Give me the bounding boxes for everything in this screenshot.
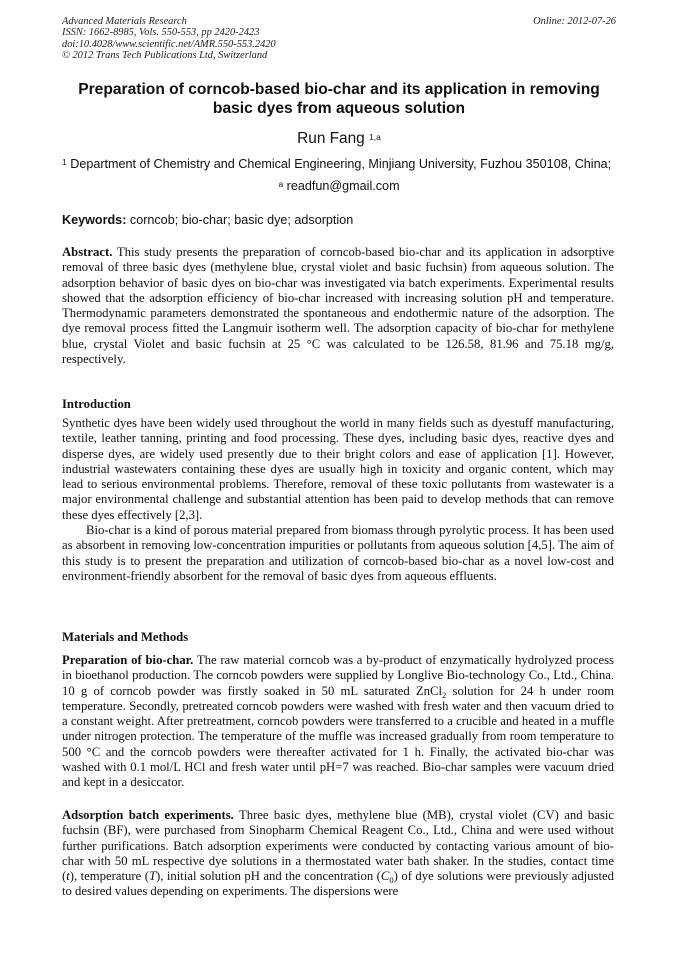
preparation-paragraph	[62, 653, 614, 791]
preparation-text-b: solution for 24 h under room temperature. Secondly, pretreated corncob powders were washed with fresh water and then vacuum dried to a constant weight. After pretreatment, corncob powders were transferred to a crucible and heated in a muffle under nitrogen protection. The temperature of the muffle was increased gradually from room temperature to 500 °C and the corncob powders were thereafter activated for 1 h. Finally, the activated bio-char was washed with 0.1 mol/L HCl and fresh water until pH=7 was reached. Bio-char samples were vacuum dried and kept in a desiccator.	[62, 683, 614, 790]
abstract-text: This study presents the preparation of corncob-based bio-char and its application in adsorptive removal of three basic dyes (methylene blue, crystal violet and basic fuchsin) from aqueous solution. The adsorption behavior of basic dyes on bio-char was investigated via batch experiments. Experimental results showed that the adsorption efficiency of bio-char increased with increasing solution pH and temperature. Thermodynamic parameters demonstrated the spontaneous and endothermic nature of the adsorption. The dye removal process fitted the Langmuir isotherm well. The adsorption capacity of bio-char for methylene blue, crystal Violet and basic fuchsin at 25 °C was calculated to be 126.58, 81.96 and 75.18 mg/g, respectively.	[62, 245, 614, 367]
author	[62, 130, 616, 148]
intro-paragraph-2: Bio-char is a kind of porous material prepared from biomass through pyrolytic process. It has been used as absorbent in removing low-concentration impurities or pollutants from aqueous solution [4,5]. The aim of this study is to present the preparation and utilization of corncob-based bio-char as a novel low-cost and environment-friendly absorbent for the removal of basic dyes from aqueous effluents.	[62, 523, 614, 583]
methods-heading: Materials and Methods	[62, 630, 189, 644]
title-line-1: Preparation of corncob-based bio-char and its application in removing	[78, 81, 600, 98]
abstract-label: Abstract.	[62, 245, 113, 259]
journal-copyright: © 2012 Trans Tech Publications Ltd, Switzerland	[62, 50, 268, 62]
keywords-text: corncob; bio-char; basic dye; adsorption	[129, 213, 354, 227]
email-text: readfun@gmail.com	[286, 179, 400, 193]
journal-header	[62, 16, 276, 62]
zncl2-subscript: 2	[442, 689, 447, 700]
affiliation-text: Department of Chemistry and Chemical Engineering, Minjiang University, Fuzhou 350108, China;	[70, 157, 612, 171]
journal-doi: doi:10.4028/www.scientific.net/AMR.550-553.2420	[62, 38, 276, 50]
introduction-body	[62, 416, 614, 584]
online-date: Online: 2012-07-26	[533, 16, 616, 27]
author-email	[62, 179, 616, 194]
title-line-2: basic dyes from aqueous solution	[212, 99, 466, 117]
adsorption-text-d: ) of dye solutions were previously adjusted to desired values depending on experiments. The dispersions were	[62, 869, 614, 899]
keywords-label: Keywords:	[62, 213, 127, 227]
intro-paragraph-1: Synthetic dyes have been widely used throughout the world in many fields such as dyestuff manufacturing, textile, leather tanning, printing and food processing. These dyes, including basic dyes, reactive dyes and disperse dyes, are widely used presently due to their bright colors and ease of application [1]. However, industrial wastewaters containing these dyes are usually high in toxicity and organic content, which may lead to serious environmental problems. Therefore, removal of these toxic pollutants from wastewater is a major environmental challenge and substantial attention has been paid to develop methods that can remove these dyes effectively [2,3].	[62, 416, 614, 522]
affiliation-sup: 1	[62, 157, 67, 167]
time-symbol: t	[66, 869, 70, 884]
concentration-symbol: C	[380, 869, 390, 884]
adsorption-text-b: ), temperature (	[69, 869, 149, 884]
introduction-heading: Introduction	[62, 397, 131, 411]
journal-issn: ISSN: 1662-8985, Vols. 550-553, pp 2420-2423	[62, 27, 260, 39]
adsorption-paragraph	[62, 808, 614, 900]
paper-title	[62, 81, 616, 118]
keywords	[62, 213, 616, 228]
adsorption-text-c: ), initial solution pH and the concentration (	[156, 869, 381, 884]
concentration-subscript: 0	[389, 875, 394, 886]
preparation-label: Preparation of bio-char.	[62, 653, 194, 667]
temperature-symbol: T	[148, 869, 157, 884]
abstract	[62, 245, 614, 367]
author-name: Run Fang	[297, 130, 365, 147]
email-sup: a	[278, 179, 284, 189]
author-sup: 1,a	[369, 132, 381, 142]
preparation-text-a: The raw material corncob was a by-product of enzymatically hydrolyzed process in bioethanol production. The corncob powders were supplied by Longlive Bio-technology Co., Ltd., China. 10 g of corncob powder was firstly soaked in 50 mL saturated ZnCl	[62, 653, 614, 698]
journal-name: Advanced Materials Research	[62, 16, 187, 27]
adsorption-text-a: Three basic dyes, methylene blue (MB), crystal violet (CV) and basic fuchsin (BF), were purchased from Sinopharm Chemical Reagent Co., Ltd., China and were used without further purifications. Batch adsorption experiments were conducted by contacting various amount of bio-char with 50 mL respective dye solutions in a thermostated water bath shaker. In the studies, contact time (	[62, 808, 615, 884]
adsorption-label: Adsorption batch experiments.	[62, 808, 234, 822]
affiliation	[62, 157, 622, 172]
